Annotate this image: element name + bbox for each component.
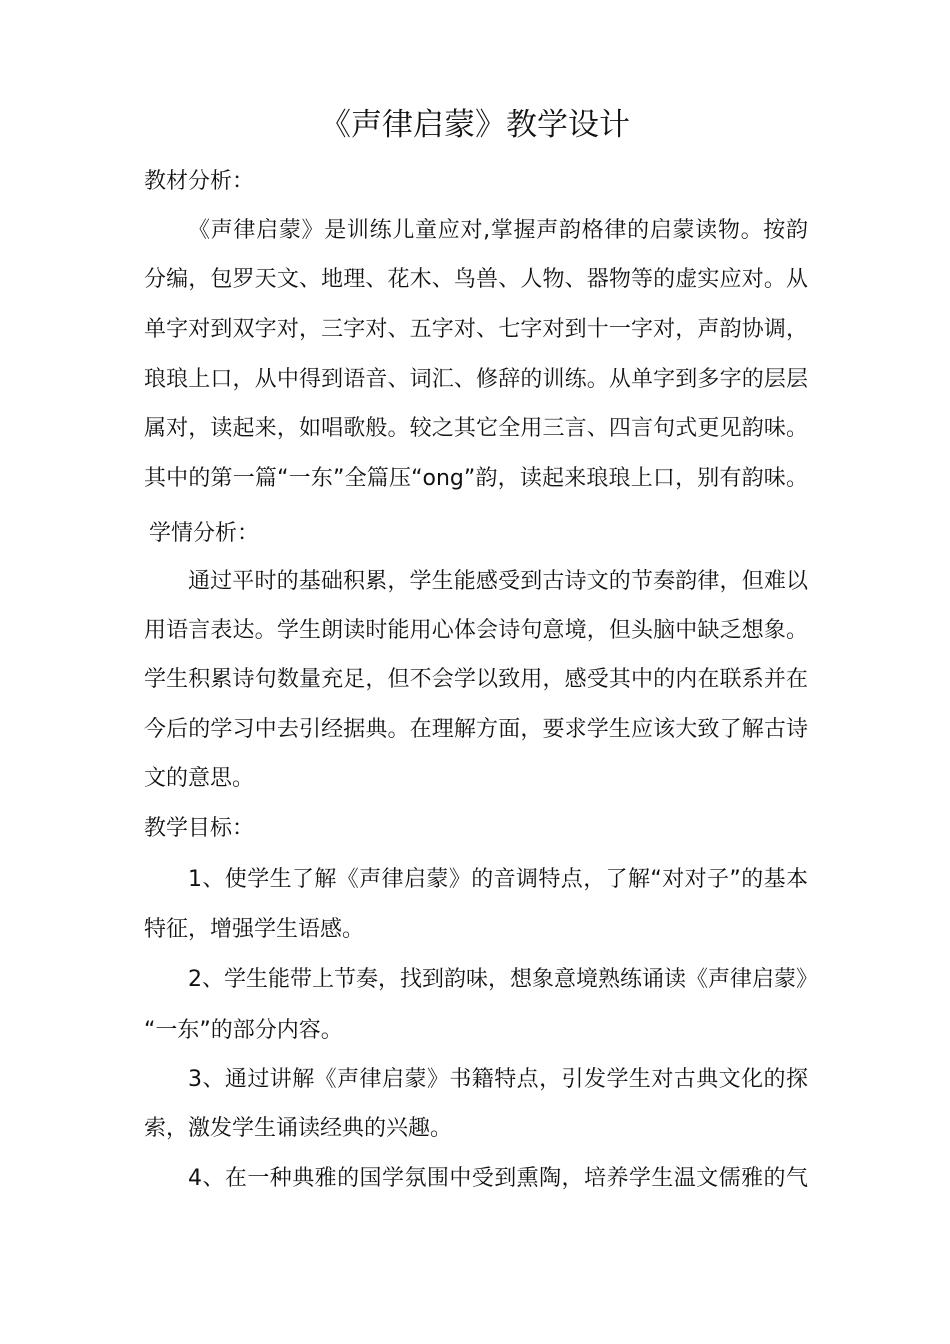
section-heading-objectives: 教学目标：	[144, 816, 255, 841]
paragraph-line: 用语言表达。学生朗读时能用心体会诗句意境，但头脑中缺乏想象。	[144, 618, 808, 643]
paragraph-line: 其中的第一篇“一东”全篇压“ong”韵，读起来琅琅上口，别有韵味。	[144, 466, 808, 491]
paragraph-line: 分编，包罗天文、地理、花木、鸟兽、人物、器物等的虚实应对。从	[144, 267, 808, 292]
document-title: 《声律启蒙》教学设计	[320, 107, 630, 143]
objective-line: 特征，增强学生语感。	[144, 917, 365, 942]
objective-line: 索，激发学生诵读经典的兴趣。	[144, 1116, 453, 1141]
paragraph-line: 文的意思。	[144, 766, 255, 791]
paragraph-line: 琅琅上口，从中得到语音、词汇、修辞的训练。从单字到多字的层层	[144, 367, 808, 392]
objective-line: 4、在一种典雅的国学氛围中受到熏陶，培养学生温文儒雅的气	[188, 1166, 808, 1191]
section-heading-materials: 教材分析：	[144, 169, 255, 194]
paragraph-line: 《声律启蒙》是训练儿童应对,掌握声韵格律的启蒙读物。按韵	[188, 218, 808, 243]
paragraph-line: 属对，读起来，如唱歌般。较之其它全用三言、四言句式更见韵味。	[144, 416, 808, 441]
objective-line: 1、使学生了解《声律启蒙》的音调特点，了解“对对子”的基本	[188, 867, 808, 892]
objective-line: 3、通过讲解《声律启蒙》书籍特点，引发学生对古典文化的探	[188, 1067, 808, 1092]
paragraph-line: 单字对到双字对，三字对、五字对、七字对到十一字对，声韵协调，	[144, 317, 808, 342]
paragraph-line: 通过平时的基础积累，学生能感受到古诗文的节奏韵律，但难以	[188, 569, 808, 594]
section-heading-students: 学情分析：	[149, 521, 260, 546]
paragraph-line: 今后的学习中去引经据典。在理解方面，要求学生应该大致了解古诗	[144, 717, 808, 742]
objective-line: “一东”的部分内容。	[144, 1018, 343, 1043]
paragraph-line: 学生积累诗句数量充足，但不会学以致用，感受其中的内在联系并在	[144, 667, 808, 692]
objective-line: 2、学生能带上节奏，找到韵味，想象意境熟练诵读《声律启蒙》	[188, 967, 818, 992]
